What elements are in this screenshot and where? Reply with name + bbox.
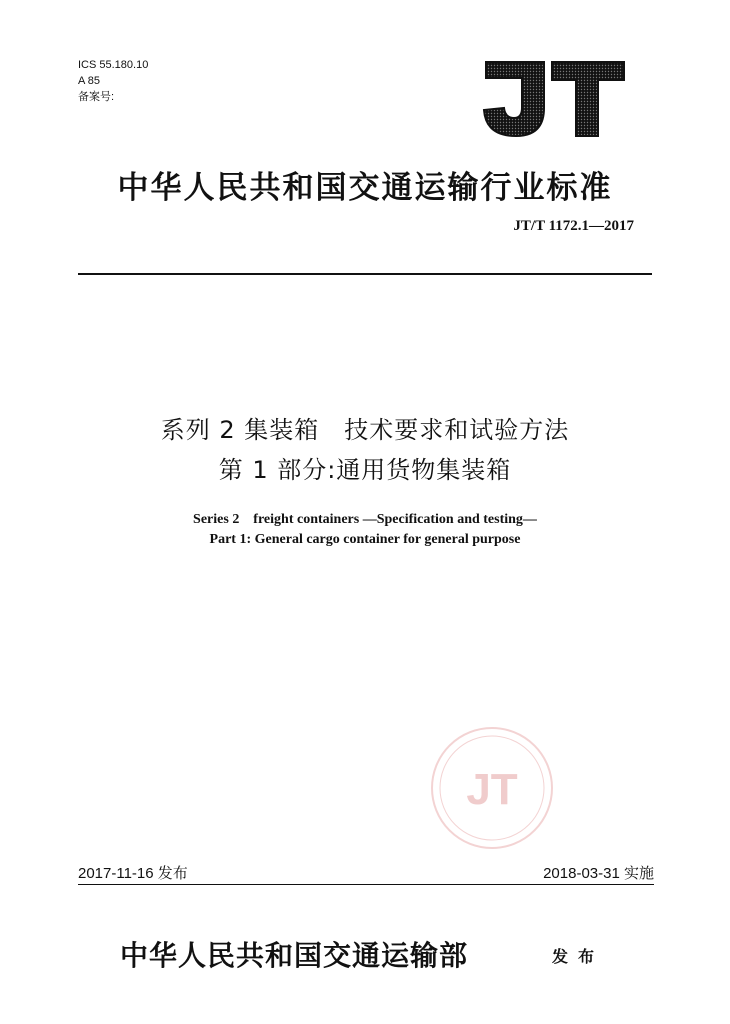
implementation-date: 2018-03-31 实施 xyxy=(543,865,654,882)
svg-text:JT: JT xyxy=(466,765,518,814)
issue-date: 2017-11-16 发布 xyxy=(78,865,188,882)
classification-code: A 85 xyxy=(78,75,101,87)
header-divider xyxy=(78,273,652,275)
chinese-title-line-1: 系列 2 集装箱 技术要求和试验方法 xyxy=(160,416,570,444)
english-title-line-2: Part 1: General cargo container for general purpose xyxy=(209,532,521,547)
standard-category-title: 中华人民共和国交通运输行业标准 xyxy=(117,170,613,206)
issue-action-label: 发布 xyxy=(552,947,605,966)
issuing-authority: 中华人民共和国交通运输部 xyxy=(120,939,469,972)
filing-number-label: 备案号: xyxy=(78,91,115,103)
ics-code: ICS 55.180.10 xyxy=(78,59,149,71)
english-title-line-1: Series 2 freight containers —Specification and testing— xyxy=(193,512,537,527)
chinese-title-line-2: 第 1 部分:通用货物集装箱 xyxy=(218,456,512,484)
jt-watermark-seal xyxy=(428,724,556,852)
footer-divider xyxy=(78,884,654,885)
jt-logo xyxy=(478,58,628,140)
standard-number: JT/T 1172.1—2017 xyxy=(513,218,634,234)
